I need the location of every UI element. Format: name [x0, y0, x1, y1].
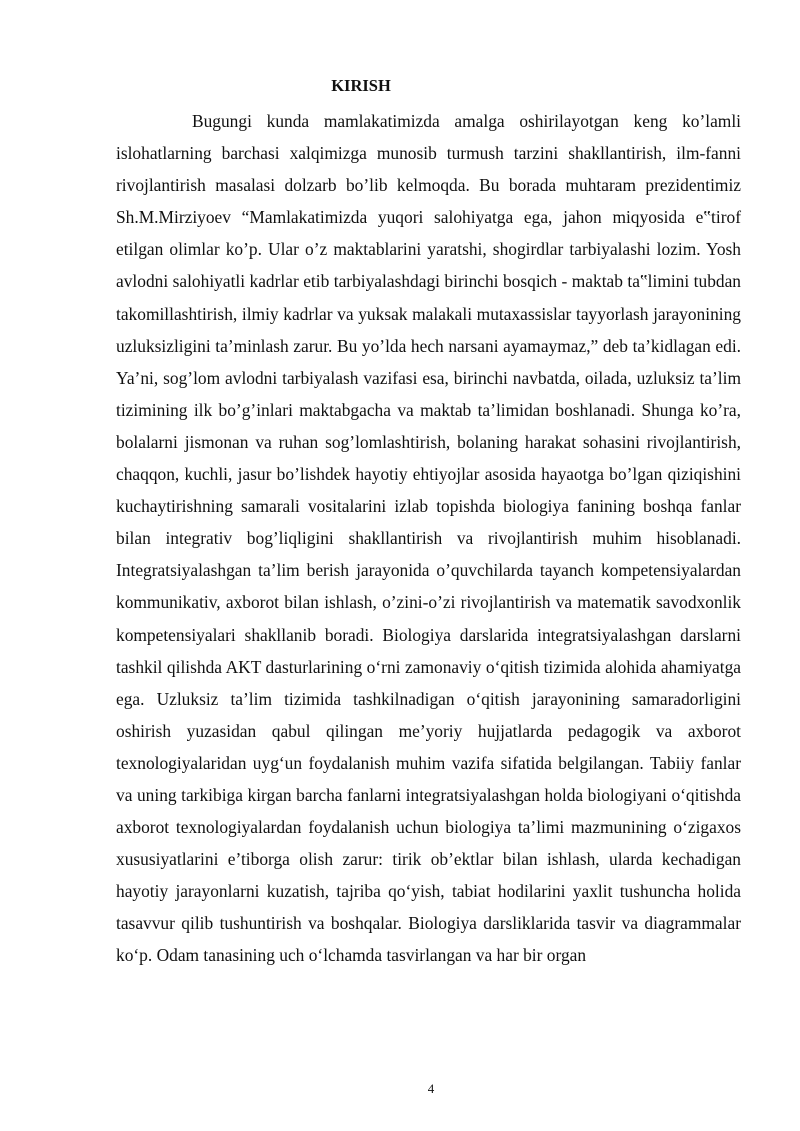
body-paragraph: Bugungi kunda mamlakatimizda amalga oshirilayotgan keng ko’lamli islohatlarning barchasi xalqimizga munosib turmush tarzini shakllantirish, ilm-fanni rivojlantirish masalasi dolzarb bo’lib kelmoqda. Bu borada muhtaram prezidentimiz Sh.M.Mirziyoev “Mamlakatimizda yuqori salohiyatga ega, jahon miqyosida e‟tirof etilgan olimlar ko’p. Ular o’z maktablarini yaratshi, shogirdlar tarbiyalashi lozim. Yosh avlodni salohiyatli kadrlar etib tarbiyalashdagi birinchi bosqich - maktab ta‟limini tubdan takomillashtirish, ilmiy kadrlar va yuksak malakali mutaxassislar tayyorlash jarayonining uzluksizligini ta’minlash zarur. Bu yo’lda hech narsani ayamaymaz,” deb ta’kidlagan edi. Ya’ni, sog’lom avlodni tarbiyalash vazifasi esa, birinchi navbatda, oilada, uzluksiz ta’lim tizimining ilk bo’g’inlari maktabgacha va maktab ta’limidan boshlanadi. Shunga ko’ra, bolalarni jismonan va ruhan sog’lomlashtirish, bolaning harakat sohasini rivojlantirish, chaqqon, kuchli, jasur bo’lishdek hayotiy ehtiyojlar asosida hayaotga bo’lgan qiziqishini kuchaytirishning samarali vositalarini izlab topishda biologiya fanining boshqa fanlar bilan integrativ bog’liqligini shakllantirish va rivojlantirish muhim hisoblanadi. Integratsiyalashgan ta’lim berish jarayonida o’quvchilarda tayanch kompetensiyalardan kommunikativ, axborot bilan ishlash, o’zini-o’zi rivojlantirish va matematik savodxonlik kompetensiyalari shakllanib boradi. Biologiya darslarida integratsiyalashgan darslarni tashkil qilishda AKT dasturlarining o‘rni zamonaviy o‘qitish tizimida alohida ahamiyatga ega. Uzluksiz ta’lim tizimida tashkilnadigan o‘qitish jarayonining samaradorligini oshirish yuzasidan qabul qilingan me’yoriy hujjatlarda pedagogik va axborot texnologiyalaridan uyg‘un foydalanish muhim vazifa sifatida belgilangan. Tabiiy fanlar va uning tarkibiga kirgan barcha fanlarni integratsiyalashgan holda biologiyani o‘qitishda axborot texnologiyalardan foydalanish uchun biologiya ta’limi mazmunining o‘zigaxos xususiyatlarini e’tiborga olish zarur: tirik ob’ektlar bilan ishlash, ularda kechadigan hayotiy jarayonlarni kuzatish, tajriba qo‘yish, tabiat hodilarini yaxlit tushuncha holida tasavvur qilib tushuntirish va boshqalar. Biologiya darsliklarida tasvir va diagrammalar ko‘p. Odam tanasining uch o‘lchamda tasvirlangan va har bir organ [116, 111, 741, 966]
page-number: 4 [427, 1081, 435, 1096]
section-heading: KIRISH [331, 76, 391, 95]
